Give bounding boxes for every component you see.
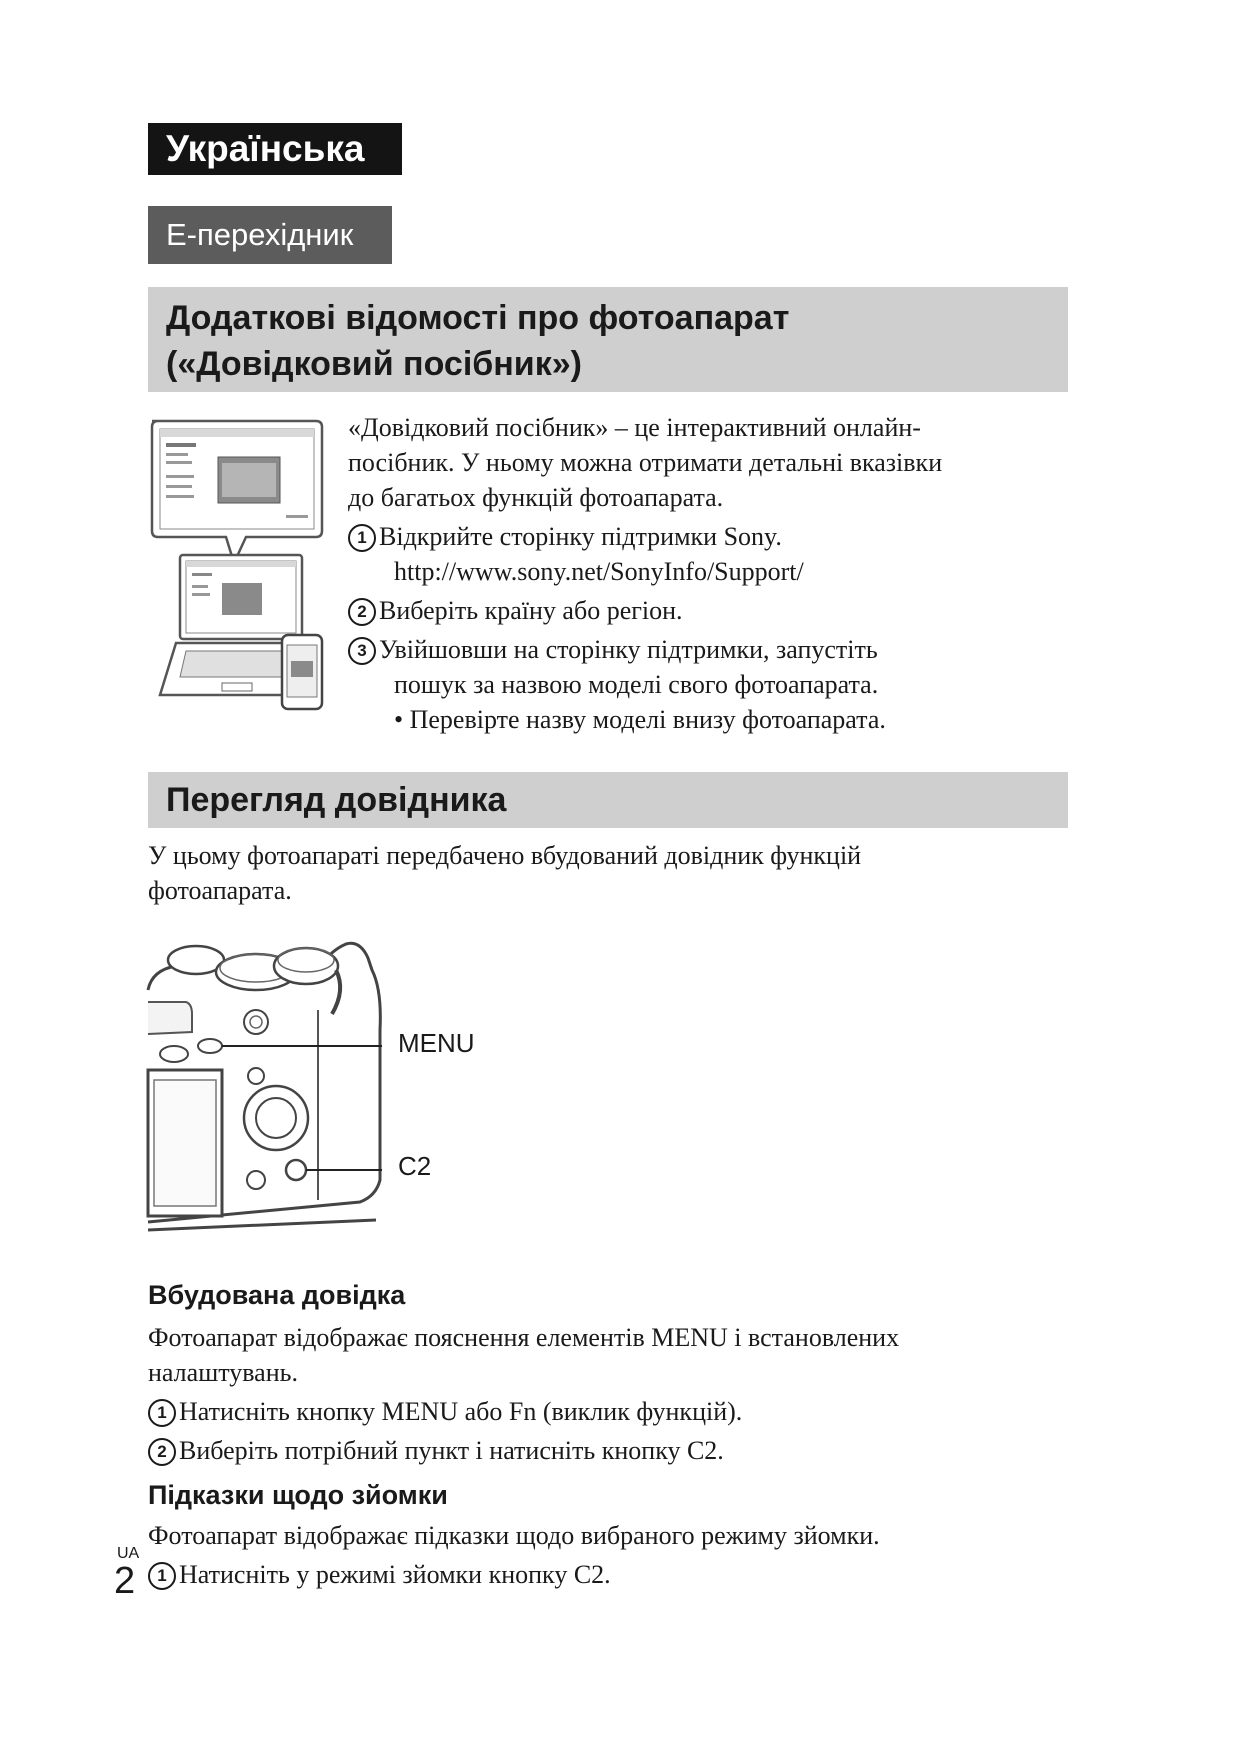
section-heading-line: Додаткові відомості про фотоапарат xyxy=(166,299,790,337)
step-2 xyxy=(148,1433,1068,1468)
step-text: Натисніть у режимі зйомки кнопку C2. xyxy=(179,1560,611,1589)
step-text: Увійшовши на сторінку підтримки, запустіть xyxy=(379,635,878,664)
in-camera-guide-body xyxy=(148,1320,1068,1468)
body-line: Фотоапарат відображає підказки щодо вибраного режиму зйомки. xyxy=(148,1521,880,1550)
step-1 xyxy=(148,1557,1068,1592)
step-number: 2 xyxy=(148,1438,176,1466)
callout-menu-label: MENU xyxy=(398,1028,475,1058)
shooting-tips-title: Підказки щодо зйомки xyxy=(148,1480,448,1510)
support-url-link[interactable]: http://www.sony.net/SonyInfo/Support/ xyxy=(394,557,804,586)
step-number: 1 xyxy=(348,524,376,552)
camera-back-illustration xyxy=(146,930,396,1240)
step-text: Відкрийте сторінку підтримки Sony. xyxy=(379,522,782,551)
step-3 xyxy=(348,632,1068,667)
page-language-code: UA xyxy=(117,1545,140,1562)
step-1 xyxy=(148,1394,1068,1429)
step-text: Виберіть країну або регіон. xyxy=(379,596,683,625)
intro-line: У цьому фотоапараті передбачено вбудований довідник функцій xyxy=(148,841,862,870)
section-heading-help-view: Перегляд довідника xyxy=(148,772,1068,828)
body-line: Фотоапарат відображає пояснення елементів MENU і встановлених xyxy=(148,1323,900,1352)
step-text: Натисніть кнопку MENU або Fn (виклик функцій). xyxy=(179,1397,743,1426)
section-heading-line: («Довідковий посібник») xyxy=(166,345,582,383)
note: • Перевірте назву моделі внизу фотоапарата. xyxy=(394,705,886,734)
shooting-tips-body xyxy=(148,1518,1068,1592)
help-guide-text xyxy=(348,410,1068,737)
language-tab: Українська xyxy=(148,123,402,175)
intro-line: фотоапарата. xyxy=(148,876,292,905)
product-tab: E-перехідник xyxy=(148,206,392,264)
body-line: налаштувань. xyxy=(148,1358,298,1387)
intro-line: «Довідковий посібник» – це інтерактивний онлайн- xyxy=(348,413,921,442)
step-number: 2 xyxy=(348,598,376,626)
help-view-intro xyxy=(148,838,1068,908)
callout-c2-label: C2 xyxy=(398,1151,432,1181)
step-number: 1 xyxy=(148,1399,176,1427)
step-number: 3 xyxy=(348,637,376,665)
step-1 xyxy=(348,519,1068,554)
intro-line: до багатьох функцій фотоапарата. xyxy=(348,483,724,512)
section-heading-help-guide xyxy=(148,287,1068,392)
step-text: Виберіть потрібний пункт і натисніть кнопку C2. xyxy=(179,1436,724,1465)
laptop-smartphone-illustration xyxy=(146,415,328,717)
step-3-continuation: пошук за назвою моделі свого фотоапарата. xyxy=(394,670,879,699)
step-number: 1 xyxy=(148,1562,176,1590)
intro-line: посібник. У ньому можна отримати детальні вказівки xyxy=(348,448,943,477)
in-camera-guide-title: Вбудована довідка xyxy=(148,1280,406,1310)
step-2 xyxy=(348,593,1068,628)
page-number: 2 xyxy=(114,1560,136,1602)
